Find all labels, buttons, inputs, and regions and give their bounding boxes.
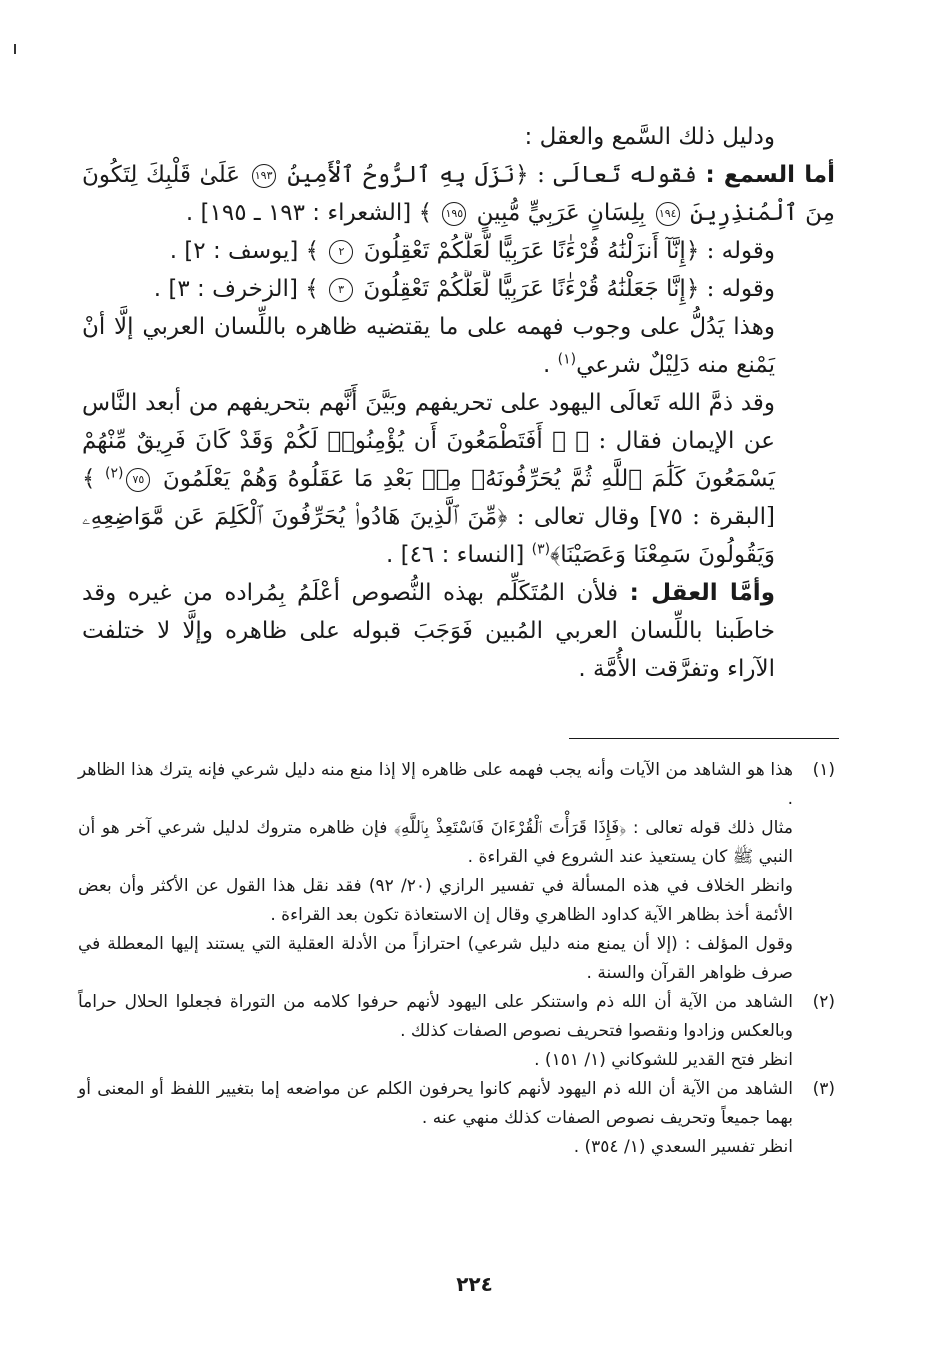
ayah-marker: ١٩٤ xyxy=(656,202,680,226)
main-text xyxy=(82,118,835,688)
quran-verse: عَلَىٰ قَلْبِكَ لِتَكُونَ مِنَ xyxy=(82,162,835,226)
intro-line: ودليل ذلك السَّمع والعقل : xyxy=(524,124,775,150)
quran-quote-zukhruf: وقوله : ﴿إِنَّا جَعَلْنَٰهُ قُرْءَٰنًا عَرَبِيًّا لَّعَلَّكُمْ تَعْقِلُونَ ٣ ﴾ [الزخرف : ٣] . xyxy=(153,276,775,302)
verse-reference: ﴾ [الشعراء : ١٩٣ ـ ١٩٥] . xyxy=(185,200,433,226)
ayah-marker: ١٩٥ xyxy=(442,202,466,226)
footnote-ref: (٣) xyxy=(531,541,551,558)
aql-paragraph: وأمَّا العقل : فلأن المُتَكَلِّم بهذه النُّصوص أعْلَمُ بِمُراده من غيره وقد خاطَبنا باللِّسان العربي المُبين فَوَجَبَ قبوله على ظاهره وإلَّا لا ختلفت الآراء وتفرَّقت الأُمَّة . xyxy=(82,580,775,682)
sam-paragraph xyxy=(82,156,835,232)
footnote-number: (١) xyxy=(812,760,835,780)
quran-verse: بِلِسَانٍ عَرَبِيٍّ مُّبِينٍ xyxy=(476,200,646,226)
verse-reference: ﴾ [الزخرف : ٣] . xyxy=(153,276,319,302)
sam-heading: أما السمع : xyxy=(705,162,836,188)
ayah-marker: ٧٥ xyxy=(126,468,150,492)
footnote-ref: (٢) xyxy=(104,465,124,482)
footnote-number: (٢) xyxy=(812,992,835,1012)
quran-verse: ٱلْمُنذِرِينَ xyxy=(690,200,798,226)
footnote-number: (٣) xyxy=(812,1079,835,1099)
aql-heading: وأمَّا العقل : xyxy=(629,580,775,606)
footnote-separator xyxy=(569,738,839,739)
verse-reference: ﴾ [يوسف : ٢] . xyxy=(169,238,320,264)
scan-mark xyxy=(14,44,16,54)
footnote-ref: (١) xyxy=(557,351,577,368)
ayah-marker: ٣ xyxy=(329,278,353,302)
page-number: ٢٢٤ xyxy=(456,1272,493,1296)
footnote-2: (٢) الشاهد من الآية أن الله ذم واستنكر على اليهود لأنهم حرفوا كلامه من التوراة فجعلوا الحلال حراماً وبالعكس وزادوا ونقصوا فتحريف نصوص الصفات كذلك . انظر فتح القدير للشوكاني (١/ ١٥١) . xyxy=(78,988,835,1075)
dalil-paragraph: وهذا يَدُلُّ على وجوب فهمه على ما يقتضيه ظاهره باللِّسان العربي إلَّا أنْ يَمْنع منه دَلِيْلٌ شرعي$^{(١)}$ . xyxy=(82,314,775,378)
footnote-1: (١) هذا هو الشاهد من الآيات وأنه يجب فهمه على ظاهره إلا إذا منع منه دليل شرعي فإنه يترك هذا الظاهر . مثال ذلك قوله تعالى : ﴿فَإِذَا قَرَأْتَ ٱلْقُرْءَانَ فَٱسْتَعِذْ بِٱللَّهِ﴾ فإن ظاهره متروك لدليل شرعي آخر هو أن النبي ﷺ كان يستعيذ عند الشروع في القراءة . وانظر الخلاف في هذه المسألة في تفسير الرازي (٢٠/ ٩٢) فقد نقل هذا القول عن الأكثر وأن بعض الأئمة أخذ بظاهر الآية كداود الظاهري وقال إن الاستعاذة تكون بعد القراءة . وقول المؤلف : (إلا أن يمنع منه دليل شرعي) احترازاً من الأدلة العقلية التي يستند إليها المعطلة في صرف ظواهر القرآن والسنة . xyxy=(78,756,835,988)
ayah-marker: ٢ xyxy=(329,240,353,264)
footnote-3: (٣) الشاهد من الآية أن الله ذم اليهود لأنهم كانوا يحرفون الكلم عن مواضعه إما بتغيير اللفظ أو المعنى أو بهما جميعاً وتحريف نصوص الصفات كذلك منهي عنه . انظر تفسير السعدي (١/ ٣٥٤) . xyxy=(78,1075,835,1162)
ayah-marker: ١٩٣ xyxy=(252,164,276,188)
quran-quote-yusuf: وقوله : ﴿إِنَّآ أَنزَلْنَٰهُ قُرْءَٰنًا عَرَبِيًّا لَّعَلَّكُمْ تَعْقِلُونَ ٢ ﴾ [يوسف : ٢] . xyxy=(169,238,775,264)
yahud-paragraph: وقد ذمَّ الله تَعالَى اليهود على تحريفهم وبَيَّنَ أَنَّهم بتحريفهم من أبعد النَّاس عن الإيمان فقال : ﴿ ۞ أَفَتَطْمَعُونَ أَن يُؤْمِنُوا۟ لَكُمْ وَقَدْ كَانَ فَرِيقٌ مِّنْهُمْ يَسْمَعُونَ كَلَٰمَ ٱللَّهِ ثُمَّ يُحَرِّفُونَهُۥ مِنۢ بَعْدِ مَا عَقَلُوهُ وَهُمْ يَعْلَمُونَ ٧٥$^{(٢)}$ ﴾ [البقرة : ٧٥] وقال تعالى : ﴿مِّنَ ٱلَّذِينَ هَادُوا۟ يُحَرِّفُونَ ٱلْكَلِمَ عَن مَّوَاضِعِهِۦ وَيَقُولُونَ سَمِعْنَا وَعَصَيْنَا﴾$^{(٣)}$ [النساء : ٤٦] . xyxy=(82,390,775,568)
footnotes xyxy=(78,756,835,1162)
quran-verse: فقوله تَعالَى : ﴿نَزَلَ بِهِ ٱلرُّوحُ ٱلْأَمِينُ xyxy=(287,162,697,188)
